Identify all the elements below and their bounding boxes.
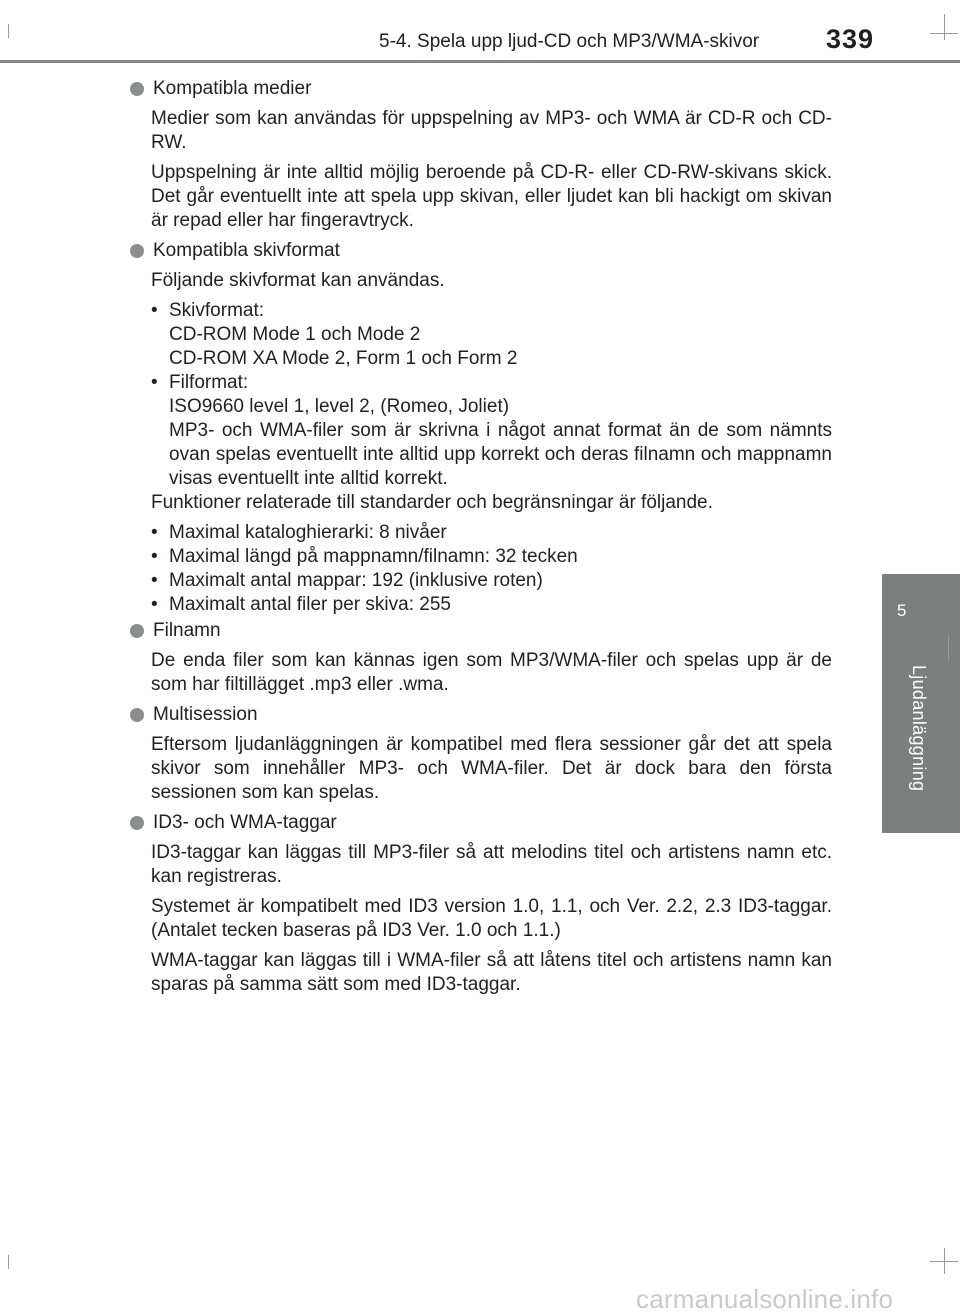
paragraph: WMA-taggar kan läggas till i WMA-filer så att låtens titel och artistens namn kan sparas på samma sätt som med ID3-taggar. (151, 950, 832, 995)
list-item: • Maximal längd på mappnamn/filnamn: 32 tecken (151, 546, 578, 567)
section-file-names (130, 619, 832, 697)
section-heading: ID3- och WMA-taggar (130, 811, 832, 835)
crop-mark (944, 14, 945, 40)
crop-mark (8, 24, 9, 38)
chapter-side-label: Ljudanläggning (909, 665, 929, 792)
page-header-title: 5-4. Spela upp ljud-CD och MP3/WMA-skivor (379, 31, 760, 52)
bullet-dot-icon (130, 816, 144, 830)
section-compatible-formats (130, 239, 832, 617)
section-id3-wma-tags (130, 811, 832, 997)
paragraph: ID3-taggar kan läggas till MP3-filer så att melodins titel och artistens namn etc. kan registreras. (151, 842, 832, 887)
crop-mark (948, 635, 949, 661)
chapter-tab-number: 5 (897, 601, 907, 620)
section-multisession (130, 703, 832, 805)
paragraph: Följande skivformat kan användas. (151, 270, 445, 291)
bullet-dot-icon (130, 624, 144, 638)
section-heading: Multisession (130, 703, 832, 727)
page-body (130, 77, 832, 1003)
paragraph: Funktioner relaterade till standarder och begränsningar är följande. (151, 492, 713, 513)
bullet-dot-icon (130, 244, 144, 258)
watermark-text: carmanualsonline.info (636, 1284, 894, 1314)
paragraph: Uppspelning är inte alltid möjlig beroende på CD-R- eller CD-RW-skivans skick. Det går eventuellt inte att spela upp skivan, eller ljudet kan bli hackigt om skivan är repad eller har fingeravtryck. (151, 162, 832, 231)
list-item: • Maximalt antal mappar: 192 (inklusive roten) (151, 570, 543, 591)
list-item: • Filformat: ISO9660 level 1, level 2, (Romeo, Joliet) MP3- och WMA-filer som är skrivna i något annat format än de som nämnts ovan spelas eventuellt inte alltid upp korrekt och deras filnamn och mappnamn visas eventuellt inte alltid korrekt. (151, 372, 832, 489)
crop-mark (930, 1261, 958, 1262)
section-compatible-media (130, 77, 832, 233)
crop-mark (8, 1255, 9, 1269)
list-item: • Maximal kataloghierarki: 8 nivåer (151, 522, 447, 543)
paragraph: Eftersom ljudanläggningen är kompatibel med flera sessioner går det att spela skivor som innehåller MP3- och WMA-filer. Det är dock bara den första sessionen som kan spelas. (151, 734, 832, 803)
list-item: • Skivformat: CD-ROM Mode 1 och Mode 2 CD-ROM XA Mode 2, Form 1 och Form 2 (151, 300, 518, 369)
limits-list (151, 521, 832, 617)
list-item: • Maximalt antal filer per skiva: 255 (151, 594, 451, 615)
format-list (151, 299, 832, 491)
bullet-dot-icon (130, 82, 144, 96)
bullet-dot-icon (130, 708, 144, 722)
page-number: 339 (826, 24, 875, 54)
paragraph: De enda filer som kan kännas igen som MP3/WMA-filer och spelas upp är de som har filtillägget .mp3 eller .wma. (151, 650, 832, 695)
section-heading: Kompatibla skivformat (130, 239, 832, 263)
paragraph: Medier som kan användas för uppspelning av MP3- och WMA är CD-R och CD-RW. (151, 108, 832, 153)
paragraph: Systemet är kompatibelt med ID3 version 1.0, 1.1, och Ver. 2.2, 2.3 ID3-taggar. (Antalet tecken baseras på ID3 Ver. 1.0 och 1.1.) (151, 896, 832, 941)
header-divider (0, 60, 960, 63)
section-heading: Kompatibla medier (130, 77, 832, 101)
section-heading: Filnamn (130, 619, 832, 643)
crop-mark (930, 33, 958, 34)
